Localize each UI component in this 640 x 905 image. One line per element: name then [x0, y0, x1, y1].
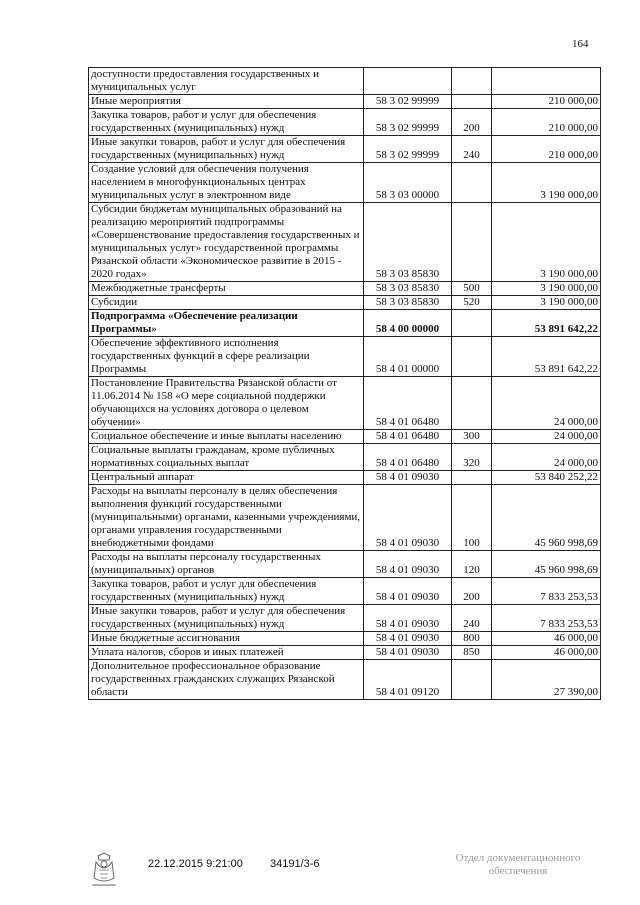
row-amount-cell: 46 000,00 — [492, 646, 601, 660]
row-code-cell: 58 4 01 09030 — [364, 646, 452, 660]
row-amount-cell: 210 000,00 — [492, 136, 601, 163]
row-expense-type-cell — [452, 337, 492, 377]
row-amount-cell: 24 000,00 — [492, 377, 601, 430]
row-expense-type-cell — [452, 95, 492, 109]
table-row — [89, 430, 601, 444]
row-expense-type-cell: 240 — [452, 605, 492, 632]
row-expense-type-cell — [452, 471, 492, 485]
department-stamp — [438, 852, 598, 878]
row-code-cell: 58 4 01 09030 — [364, 605, 452, 632]
row-code-cell: 58 4 01 09030 — [364, 551, 452, 578]
table-row — [89, 109, 601, 136]
row-code-cell: 58 4 01 06480 — [364, 430, 452, 444]
row-code-cell: 58 4 00 00000 — [364, 310, 452, 337]
row-expense-type-cell — [452, 163, 492, 203]
row-amount-cell: 3 190 000,00 — [492, 296, 601, 310]
row-code-cell: 58 4 01 06480 — [364, 377, 452, 430]
row-expense-type-cell: 200 — [452, 578, 492, 605]
row-code-cell: 58 3 03 00000 — [364, 163, 452, 203]
row-expense-type-cell: 200 — [452, 109, 492, 136]
row-code-cell: 58 3 03 85830 — [364, 203, 452, 282]
row-code-cell: 58 4 01 09030 — [364, 578, 452, 605]
row-amount-cell: 3 190 000,00 — [492, 203, 601, 282]
row-expense-type-cell — [452, 660, 492, 700]
table-row — [89, 660, 601, 700]
row-amount-cell: 210 000,00 — [492, 95, 601, 109]
row-amount-cell: 45 960 998,69 — [492, 485, 601, 551]
row-expense-type-cell: 240 — [452, 136, 492, 163]
table-row — [89, 605, 601, 632]
row-amount-cell: 3 190 000,00 — [492, 163, 601, 203]
row-name-cell: доступности предоставления государственных и муниципальных услуг — [89, 68, 364, 95]
row-name-cell: Центральный аппарат — [89, 471, 364, 485]
row-expense-type-cell: 100 — [452, 485, 492, 551]
row-name-cell: Иные закупки товаров, работ и услуг для обеспечения государственных (муниципальных) нужд — [89, 136, 364, 163]
row-expense-type-cell: 320 — [452, 444, 492, 471]
table-row — [89, 337, 601, 377]
footer-datetime: 22.12.2015 9:21:00 — [148, 858, 243, 870]
row-code-cell: 58 3 02 99999 — [364, 95, 452, 109]
row-amount-cell: 7 833 253,53 — [492, 578, 601, 605]
row-amount-cell: 24 000,00 — [492, 444, 601, 471]
table-row — [89, 68, 601, 95]
row-expense-type-cell — [452, 203, 492, 282]
row-amount-cell: 53 840 252,22 — [492, 471, 601, 485]
row-expense-type-cell: 520 — [452, 296, 492, 310]
row-amount-cell: 210 000,00 — [492, 109, 601, 136]
row-code-cell: 58 3 03 85830 — [364, 296, 452, 310]
row-name-cell: Субсидии — [89, 296, 364, 310]
row-code-cell: 58 4 01 09120 — [364, 660, 452, 700]
row-name-cell: Создание условий для обеспечения получения населением в многофункциональных центрах муниципальных услуг в электронном виде — [89, 163, 364, 203]
table-row — [89, 310, 601, 337]
row-name-cell: Обеспечение эффективного исполнения государственных функций в сфере реализации Программы — [89, 337, 364, 377]
table-row — [89, 203, 601, 282]
table-row — [89, 632, 601, 646]
row-amount-cell: 53 891 642,22 — [492, 337, 601, 377]
row-code-cell: 58 4 01 00000 — [364, 337, 452, 377]
table-row — [89, 471, 601, 485]
row-name-cell: Расходы на выплаты персоналу государственных (муниципальных) органов — [89, 551, 364, 578]
table-row — [89, 646, 601, 660]
row-amount-cell: 3 190 000,00 — [492, 282, 601, 296]
table-row — [89, 282, 601, 296]
row-code-cell: 58 3 02 99999 — [364, 136, 452, 163]
row-expense-type-cell — [452, 68, 492, 95]
row-name-cell: Межбюджетные трансферты — [89, 282, 364, 296]
row-amount-cell — [492, 68, 601, 95]
row-amount-cell: 27 390,00 — [492, 660, 601, 700]
department-stamp-line2: обеспечения — [488, 865, 548, 877]
table-row — [89, 296, 601, 310]
row-code-cell: 58 3 03 85830 — [364, 282, 452, 296]
row-name-cell: Подпрограмма «Обеспечение реализации Программы» — [89, 310, 364, 337]
row-code-cell: 58 4 01 06480 — [364, 444, 452, 471]
row-name-cell: Субсидии бюджетам муниципальных образований на реализацию мероприятий подпрограммы «Совершенствование предоставления государственных и муниципальных услуг» государственной программы Рязанской области «Экономическое развитие в 2015 - 2020 годах» — [89, 203, 364, 282]
table-row — [89, 377, 601, 430]
row-code-cell: 58 4 01 09030 — [364, 471, 452, 485]
row-code-cell: 58 4 01 09030 — [364, 632, 452, 646]
row-expense-type-cell: 300 — [452, 430, 492, 444]
table-row — [89, 485, 601, 551]
table-row — [89, 444, 601, 471]
row-amount-cell: 45 960 998,69 — [492, 551, 601, 578]
row-name-cell: Дополнительное профессиональное образование государственных гражданских служащих Рязанской области — [89, 660, 364, 700]
row-name-cell: Закупка товаров, работ и услуг для обеспечения государственных (муниципальных) нужд — [89, 578, 364, 605]
row-name-cell: Иные бюджетные ассигнования — [89, 632, 364, 646]
row-expense-type-cell — [452, 377, 492, 430]
row-name-cell: Социальные выплаты гражданам, кроме публичных нормативных социальных выплат — [89, 444, 364, 471]
table-row — [89, 163, 601, 203]
row-name-cell: Уплата налогов, сборов и иных платежей — [89, 646, 364, 660]
page-number: 164 — [572, 38, 589, 50]
row-amount-cell: 46 000,00 — [492, 632, 601, 646]
row-amount-cell: 7 833 253,53 — [492, 605, 601, 632]
table-row — [89, 136, 601, 163]
row-code-cell: 58 4 01 09030 — [364, 485, 452, 551]
row-expense-type-cell: 850 — [452, 646, 492, 660]
row-amount-cell: 24 000,00 — [492, 430, 601, 444]
table-row — [89, 95, 601, 109]
row-amount-cell: 53 891 642,22 — [492, 310, 601, 337]
row-name-cell: Социальное обеспечение и иные выплаты населению — [89, 430, 364, 444]
row-name-cell: Иные закупки товаров, работ и услуг для обеспечения государственных (муниципальных) нужд — [89, 605, 364, 632]
row-name-cell: Постановление Правительства Рязанской области от 11.06.2014 № 158 «О мере социальной поддержки обучающихся на условиях договора о целевом обучении» — [89, 377, 364, 430]
department-stamp-line1: Отдел документационного — [455, 852, 581, 864]
table-row — [89, 578, 601, 605]
footer — [90, 852, 600, 892]
budget-table — [88, 67, 601, 700]
row-code-cell: 58 3 02 99999 — [364, 109, 452, 136]
row-expense-type-cell: 120 — [452, 551, 492, 578]
row-name-cell: Иные мероприятия — [89, 95, 364, 109]
row-expense-type-cell: 800 — [452, 632, 492, 646]
table-body — [89, 68, 601, 700]
coat-of-arms-icon — [90, 852, 118, 886]
row-name-cell: Расходы на выплаты персоналу в целях обеспечения выполнения функций государственными (муниципальными) органами, казенными учреждениями, органами управления государственными внебюджетными фондами — [89, 485, 364, 551]
footer-doc-code: 34191/3-6 — [270, 858, 320, 870]
row-expense-type-cell — [452, 310, 492, 337]
row-name-cell: Закупка товаров, работ и услуг для обеспечения государственных (муниципальных) нужд — [89, 109, 364, 136]
table-row — [89, 551, 601, 578]
row-code-cell — [364, 68, 452, 95]
row-expense-type-cell: 500 — [452, 282, 492, 296]
